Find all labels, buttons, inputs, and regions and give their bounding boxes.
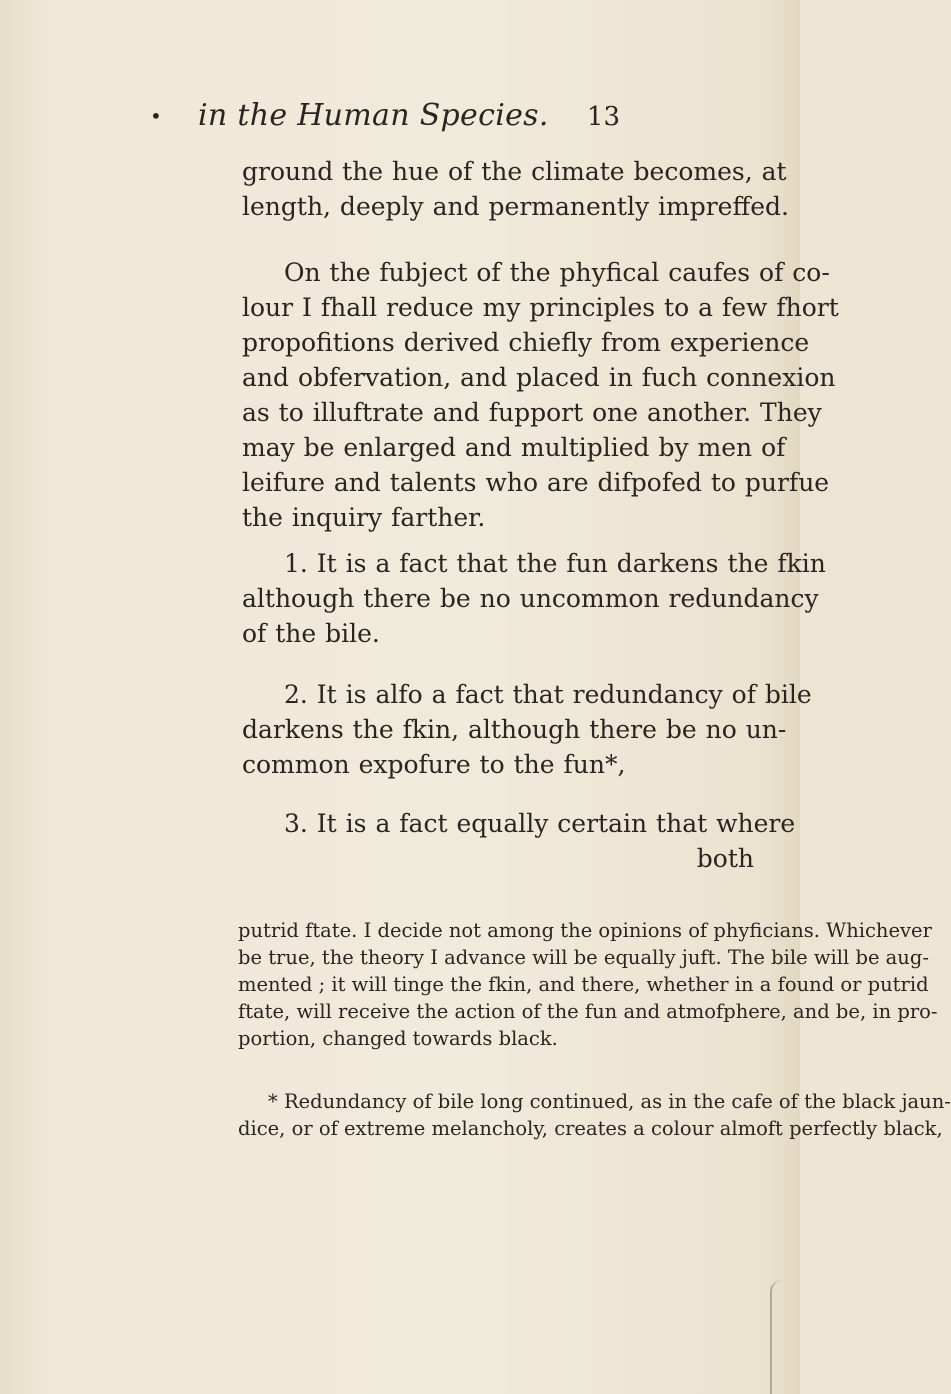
page-number: 13	[586, 102, 620, 132]
paragraph-physical-causes	[242, 255, 839, 535]
text-line: as to illuftrate and fupport one another. They	[242, 398, 822, 427]
text-line: 1. It is a fact that the fun darkens the fkin	[284, 549, 826, 578]
proposition-3	[242, 806, 796, 876]
footnote-line: ftate, will receive the action of the fun and atmofphere, and be, in pro-	[238, 1000, 938, 1023]
text-line: 3. It is a fact equally certain that where	[284, 809, 796, 838]
footnote-line: dice, or of extreme melancholy, creates a colour almoft perfectly black,	[238, 1117, 943, 1140]
footnote-line: portion, changed towards black.	[238, 1027, 558, 1050]
text-line: On the fubject of the phyfical caufes of co-	[284, 258, 830, 287]
header-mark: •	[150, 104, 162, 128]
footnote-continuation	[238, 917, 938, 1052]
running-title: in the Human Species.	[198, 98, 549, 133]
footnote-line: * Redundancy of bile long continued, as in the cafe of the black jaun-	[268, 1090, 951, 1113]
text-line: length, deeply and permanently impreffed.	[242, 192, 789, 221]
proposition-1	[242, 546, 826, 651]
text-line: the inquiry farther.	[242, 503, 486, 532]
footnote-line: putrid ftate. I decide not among the opinions of phyficians. Whichever	[238, 919, 932, 942]
text-line: ground the hue of the climate becomes, at	[242, 157, 787, 186]
footnote-redundancy	[238, 1088, 951, 1142]
text-line: of the bile.	[242, 619, 380, 648]
footnote-line: be true, the theory I advance will be equally juft. The bile will be aug-	[238, 946, 929, 969]
text-line: and obfervation, and placed in fuch connexion	[242, 363, 836, 392]
text-line: although there be no uncommon redundancy	[242, 584, 819, 613]
running-header	[150, 98, 620, 138]
text-line: 2. It is alfo a fact that redundancy of bile	[284, 680, 812, 709]
page-edge-shadow	[770, 1280, 800, 1394]
text-line: lour I fhall reduce my principles to a few fhort	[242, 293, 839, 322]
proposition-2	[242, 677, 812, 782]
text-line: darkens the fkin, although there be no un-	[242, 715, 787, 744]
text-line: common expofure to the fun*,	[242, 750, 626, 779]
text-line: may be enlarged and multiplied by men of	[242, 433, 786, 462]
footnote-line: mented ; it will tinge the fkin, and there, whether in a found or putrid	[238, 973, 929, 996]
catchword: both	[696, 844, 754, 873]
text-line: leifure and talents who are difpofed to purfue	[242, 468, 830, 497]
paragraph-continuation	[242, 154, 789, 224]
text-line: propofitions derived chiefly from experience	[242, 328, 810, 357]
